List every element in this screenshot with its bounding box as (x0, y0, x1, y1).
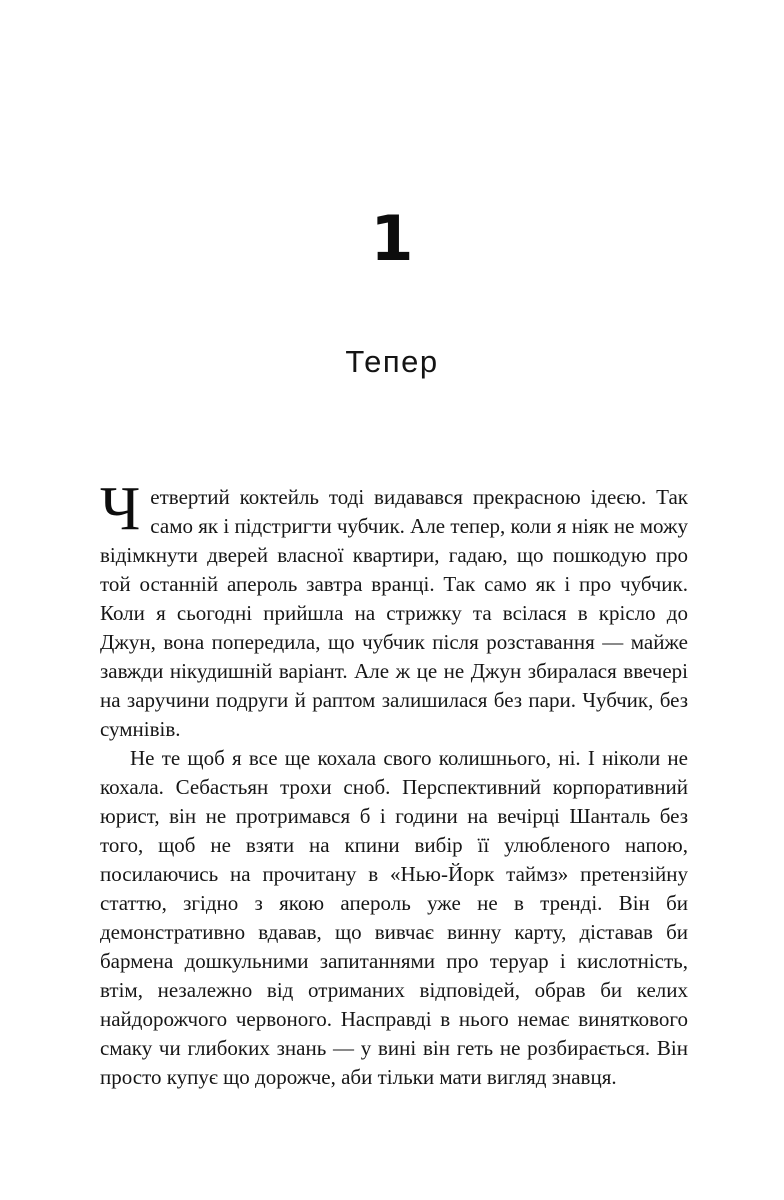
paragraph-text: етвертий коктейль тоді видавався прекрасною ідеєю. Так само як і підстригти чубчик. Але тепер, коли я ніяк не можу відімкнути дверей власної квартири, гадаю, що пошкодую про той останній апероль завтра вранці. Так само як і про чубчик. Коли я сьогодні прийшла на стрижку та всілася в крісло до Джун, вона попередила, що чубчик після розставання — майже завжди нікудишній варіант. Але ж це не Джун збиралася ввечері на заручини подруги й раптом залишилася без пари. Чубчик, без сумнівів. (100, 485, 688, 741)
body-text (100, 475, 688, 1092)
paragraph-second (100, 744, 688, 1092)
paragraph-first (100, 475, 688, 744)
chapter-number: 1 (370, 202, 414, 275)
paragraph-text: Не те щоб я все ще кохала свого колишнього, ні. І ніколи не кохала. Себастьян трохи сноб. Перспективний корпоративний юрист, він не протримався б і години на вечірці Шанталь без того, щоб не взяти на кпини вибір її улюбленого напою, посилаючись на прочитану в «Нью-Йорк таймз» претензійну статтю, згідно з якою апероль уже не в тренді. Він би демонстративно вдавав, що вивчає винну карту, діставав би бармена дошкульними запитаннями про теруар і кислотність, втім, незалежно від отриманих відповідей, обрав би келих найдорожчого червоного. Насправді в нього немає виняткового смаку чи глибоких знань — у вині він геть не розбирається. Він просто купує що дорожче, аби тільки мати вигляд знавця. (100, 746, 688, 1089)
drop-cap: Ч (100, 475, 141, 543)
chapter-title: Тепер (345, 344, 439, 379)
